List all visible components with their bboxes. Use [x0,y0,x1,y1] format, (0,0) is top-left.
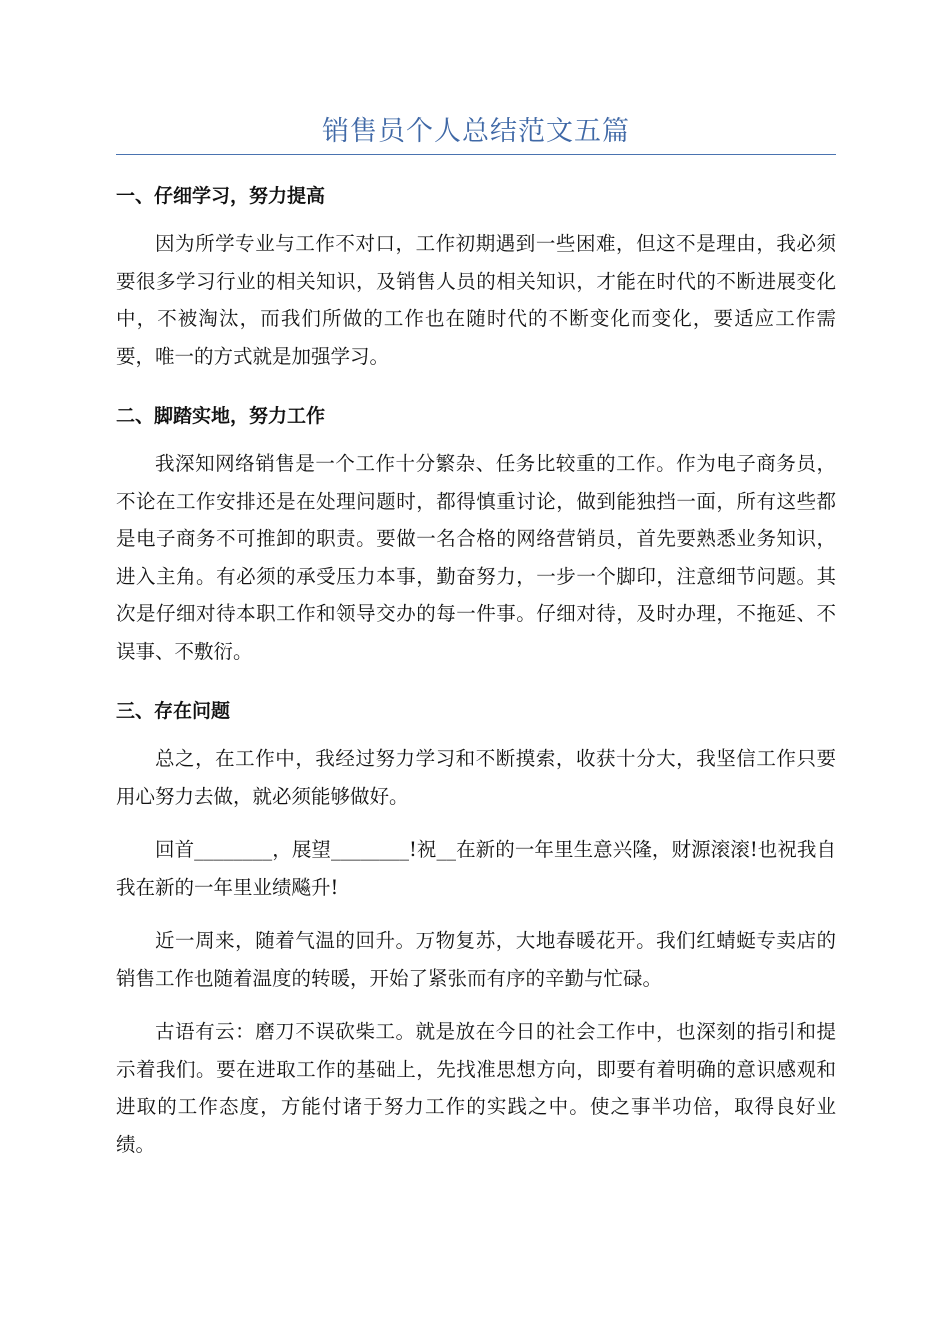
section-heading: 三、存在问题 [116,700,231,722]
document-title: 销售员个人总结范文五篇 [116,112,836,155]
paragraph: 因为所学专业与工作不对口，工作初期遇到一些困难，但这不是理由，我必须要很多学习行业的相关知识，及销售人员的相关知识，才能在时代的不断进展变化中，不被淘汰，而我们所做的工作也在随时代的不断变化而变化，要适应工作需要，唯一的方式就是加强学习。 [116,232,836,368]
paragraph: 总之，在工作中，我经过努力学习和不断摸索，收获十分大，我坚信工作只要用心努力去做，就必须能够做好。 [116,747,836,808]
section-1 [116,181,836,375]
paragraph: 近一周来，随着气温的回升。万物复苏，大地春暖花开。我们红蜻蜓专卖店的销售工作也随着温度的转暖，开始了紧张而有序的辛勤与忙碌。 [116,929,836,990]
section-3 [116,696,836,1163]
section-2 [116,401,836,670]
document-page [116,112,836,1163]
paragraph: 回首________，展望________!祝__在新的一年里生意兴隆，财源滚滚!也祝我自我在新的一年里业绩飚升! [116,838,836,899]
paragraph: 我深知网络销售是一个工作十分繁杂、任务比较重的工作。作为电子商务员，不论在工作安排还是在处理问题时，都得慎重讨论，做到能独挡一面，所有这些都是电子商务不可推卸的职责。要做一名合格的网络营销员，首先要熟悉业务知识，进入主角。有必须的承受压力本事，勤奋努力，一步一个脚印，注意细节问题。其次是仔细对待本职工作和领导交办的每一件事。仔细对待，及时办理，不拖延、不误事、不敷衍。 [116,452,836,663]
paragraph: 古语有云：磨刀不误砍柴工。就是放在今日的社会工作中，也深刻的指引和提示着我们。要在进取工作的基础上，先找准思想方向，即要有着明确的意识感观和进取的工作态度，方能付诸于努力工作的实践之中。使之事半功倍，取得良好业绩。 [116,1020,836,1156]
section-heading: 二、脚踏实地，努力工作 [116,405,326,427]
section-heading: 一、仔细学习，努力提高 [116,185,326,207]
